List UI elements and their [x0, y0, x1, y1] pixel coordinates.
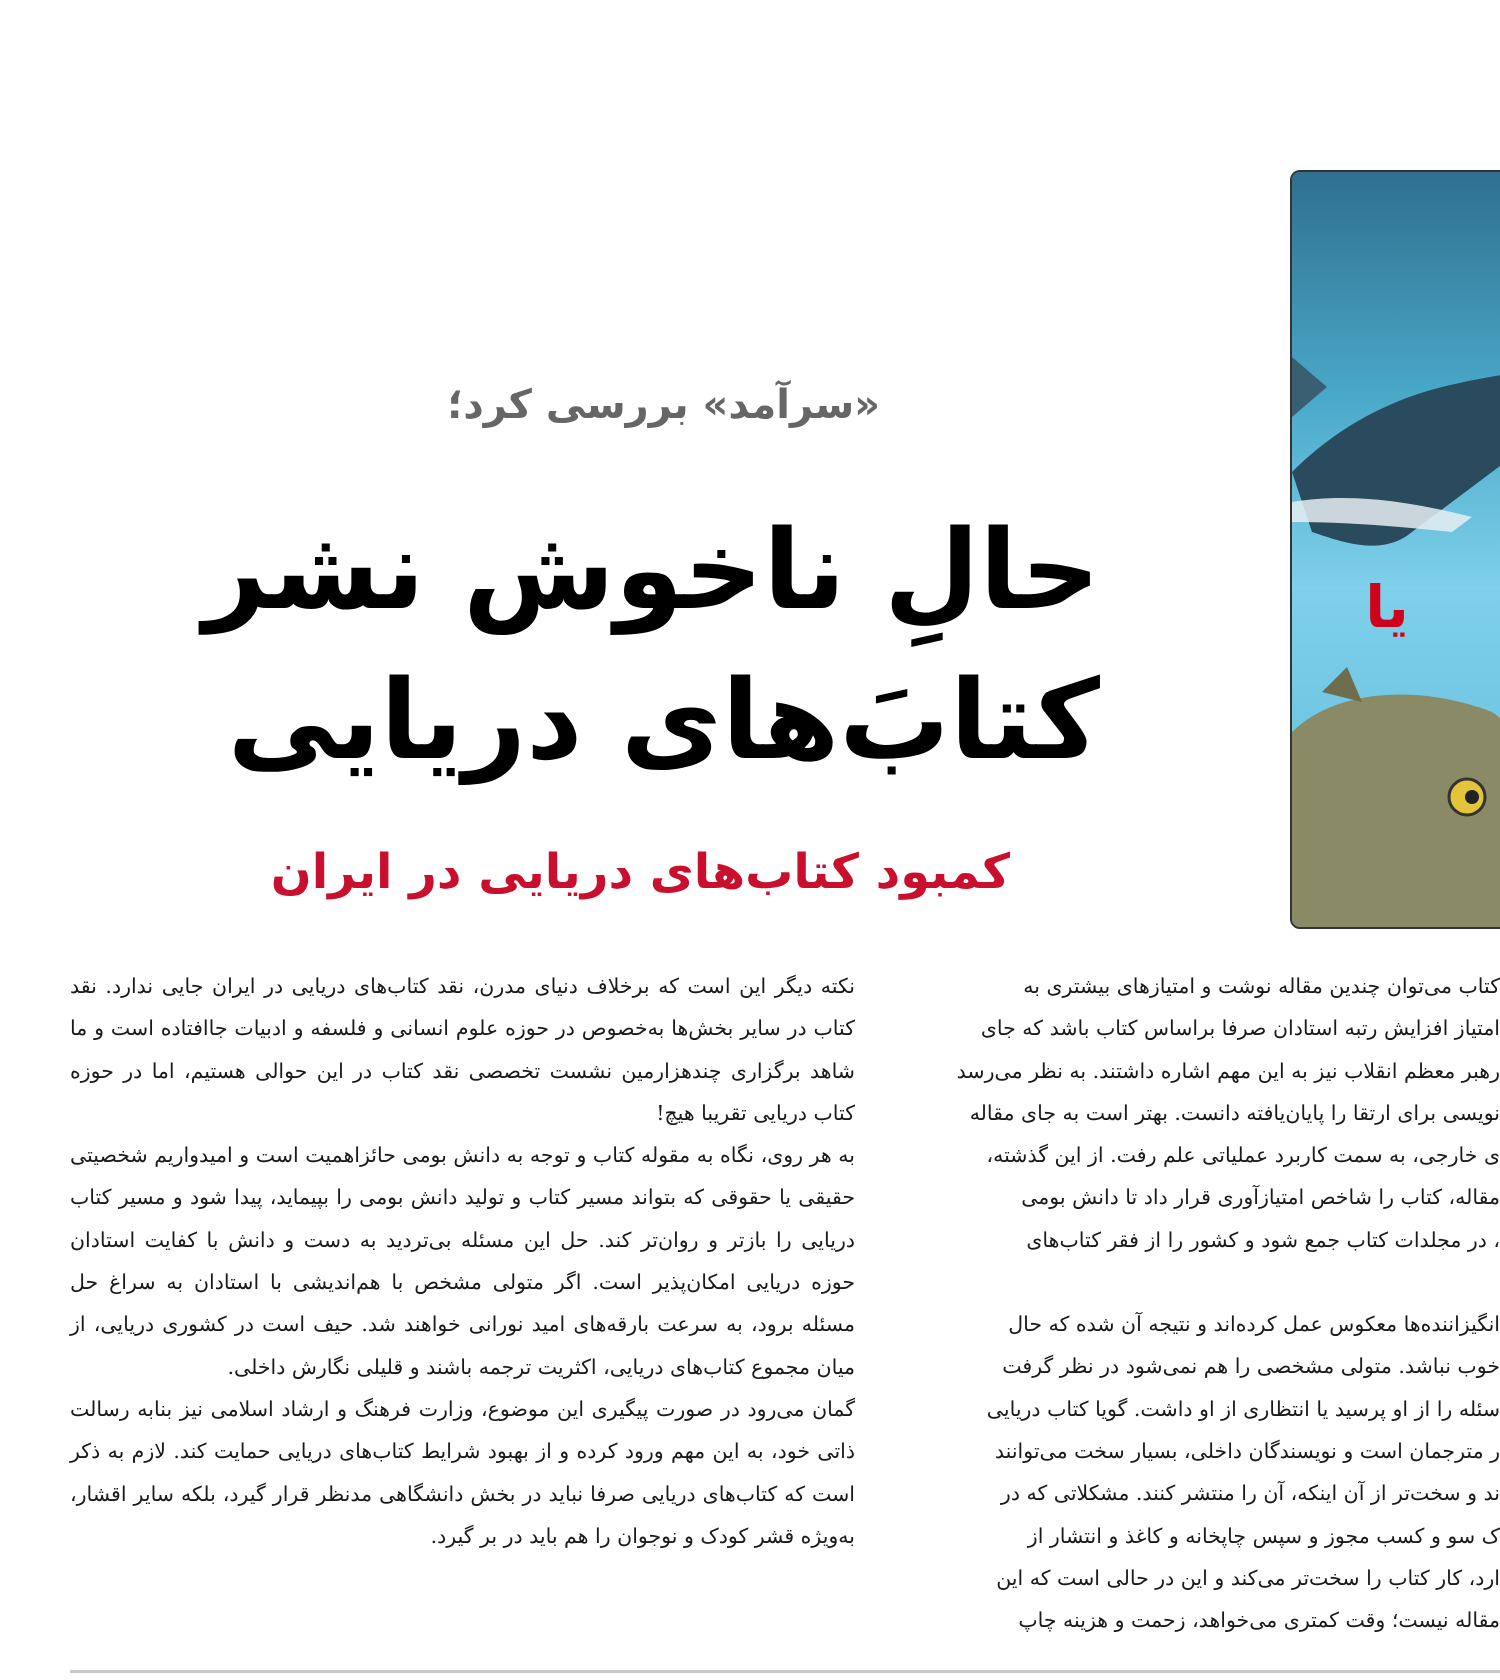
headline-line-1: حالِ ناخوش نشر	[203, 506, 1100, 634]
body-line: ، در مجلدات کتاب جمع شود و کشور را از فقر کتاب‌های	[1026, 1227, 1500, 1252]
paragraph-gap	[905, 1261, 1500, 1303]
headline-line-2: کتابَ‌های دریایی	[227, 656, 1100, 784]
fish-pupil	[1465, 790, 1479, 804]
cover-title-fragment: یا	[1365, 573, 1409, 641]
body-line: رهبر معظم انقلاب نیز به این مهم اشاره داشتند. به نظر می‌رسد	[956, 1058, 1500, 1083]
body-line: ی خارجی، به سمت کاربرد عملیاتی علم رفت. از این گذشته،	[986, 1143, 1500, 1168]
body-paragraph: به هر روی، نگاه به مقوله کتاب و توجه به دانش بومی حائزاهمیت است و امیدواریم شخصیتی حقیقی یا حقوقی که بتواند مسیر کتاب و تولید دانش بومی را بپیماید، پیدا شود و مسیر کتاب دریایی را بازتر و روان‌تر کند. حل این مسئله بی‌تردید به دست و دانش با کفایت استادان حوزه دریایی امکان‌پذیر است. اگر متولی مشخص با هم‌اندیشی با استادان به سراغ حل مسئله برود، به سرعت بارقه‌های امید نورانی خواهند شد. حیف است در کشوری دریایی، از میان مجموع کتاب‌های دریایی، اکثریت ترجمه باشند و قلیلی نگارش داخلی.	[70, 1143, 855, 1379]
article-headline	[203, 495, 1100, 795]
body-line: امتیاز افزایش رتبه استادان صرفا براساس کتاب باشد که جای	[980, 1016, 1500, 1041]
body-line: ارد، کار کتاب را سخت‌تر می‌کند و این در حالی است که این	[996, 1565, 1500, 1590]
bottom-divider	[70, 1670, 1500, 1673]
body-line: مقاله، کتاب را شاخص امتیازآوری قرار داد تا دانش بومی	[1021, 1185, 1500, 1210]
body-line: انگیزاننده‌ها معکوس عمل کرده‌اند و نتیجه آن شده که حال	[1008, 1312, 1500, 1337]
body-line: ر مترجمان است و نویسندگان داخلی، بسیار سخت می‌توانند	[994, 1438, 1500, 1463]
article-body-right-column	[905, 965, 1500, 1645]
body-paragraph: نکته دیگر این است که برخلاف دنیای مدرن، نقد کتاب‌های دریایی در ایران جایی ندارد. نقد کتاب در سایر بخش‌ها به‌خصوص در حوزه علوم انسانی و فلسفه و ادبیات جاافتاده است و ما شاهد برگزاری چندهزارمین نشست تخصصی نقد کتاب در این حوالی هستیم، اما در حوزه کتاب دریایی تقریبا هیچ!	[70, 974, 855, 1125]
body-line: کتاب می‌توان چندین مقاله نوشت و امتیازهای بیشتری به	[1023, 974, 1500, 998]
body-line: ک سو و کسب مجوز و سپس چاپخانه و کاغذ و انتشار از	[1027, 1523, 1500, 1548]
body-line: خوب نباشد. متولی مشخصی را هم نمی‌شود در نظر گرفت	[1002, 1354, 1500, 1379]
fish-illustration	[1292, 172, 1500, 927]
article-body-left-column	[70, 965, 855, 1557]
body-line: سئله را از او پرسید یا انتظاری از او داشت. گویا کتاب دریایی	[986, 1396, 1500, 1421]
body-line: نویسی برای ارتقا را پایان‌یافته دانست. بهتر است به جای مقاله	[969, 1100, 1500, 1125]
body-line: مقاله نیست؛ وقت کمتری می‌خواهد، زحمت و هزینه چاپ	[1018, 1608, 1500, 1633]
book-cover-image	[1290, 170, 1500, 929]
article-subheadline: کمبود کتاب‌های دریایی در ایران	[270, 844, 1010, 900]
body-line: ند و سخت‌تر از آن اینکه، آن را منتشر کنند. مشکلاتی که در	[1000, 1481, 1500, 1506]
body-paragraph: گمان می‌رود در صورت پیگیری این موضوع، وزارت فرهنگ و ارشاد اسلامی نیز بنابه رسالت ذاتی خود، به این مهم ورود کرده و از بهبود شرایط کتاب‌های دریایی حمایت کند. لازم به ذکر است که کتاب‌های دریایی صرفا نباید در بخش دانشگاهی مدنظر قرار گیرد، بلکه سایر اقشار، به‌ویژه قشر کودک و نوجوان را هم باید در بر گیرد.	[70, 1396, 855, 1548]
article-kicker: «سرآمد» بررسی کرد؛	[447, 382, 880, 428]
